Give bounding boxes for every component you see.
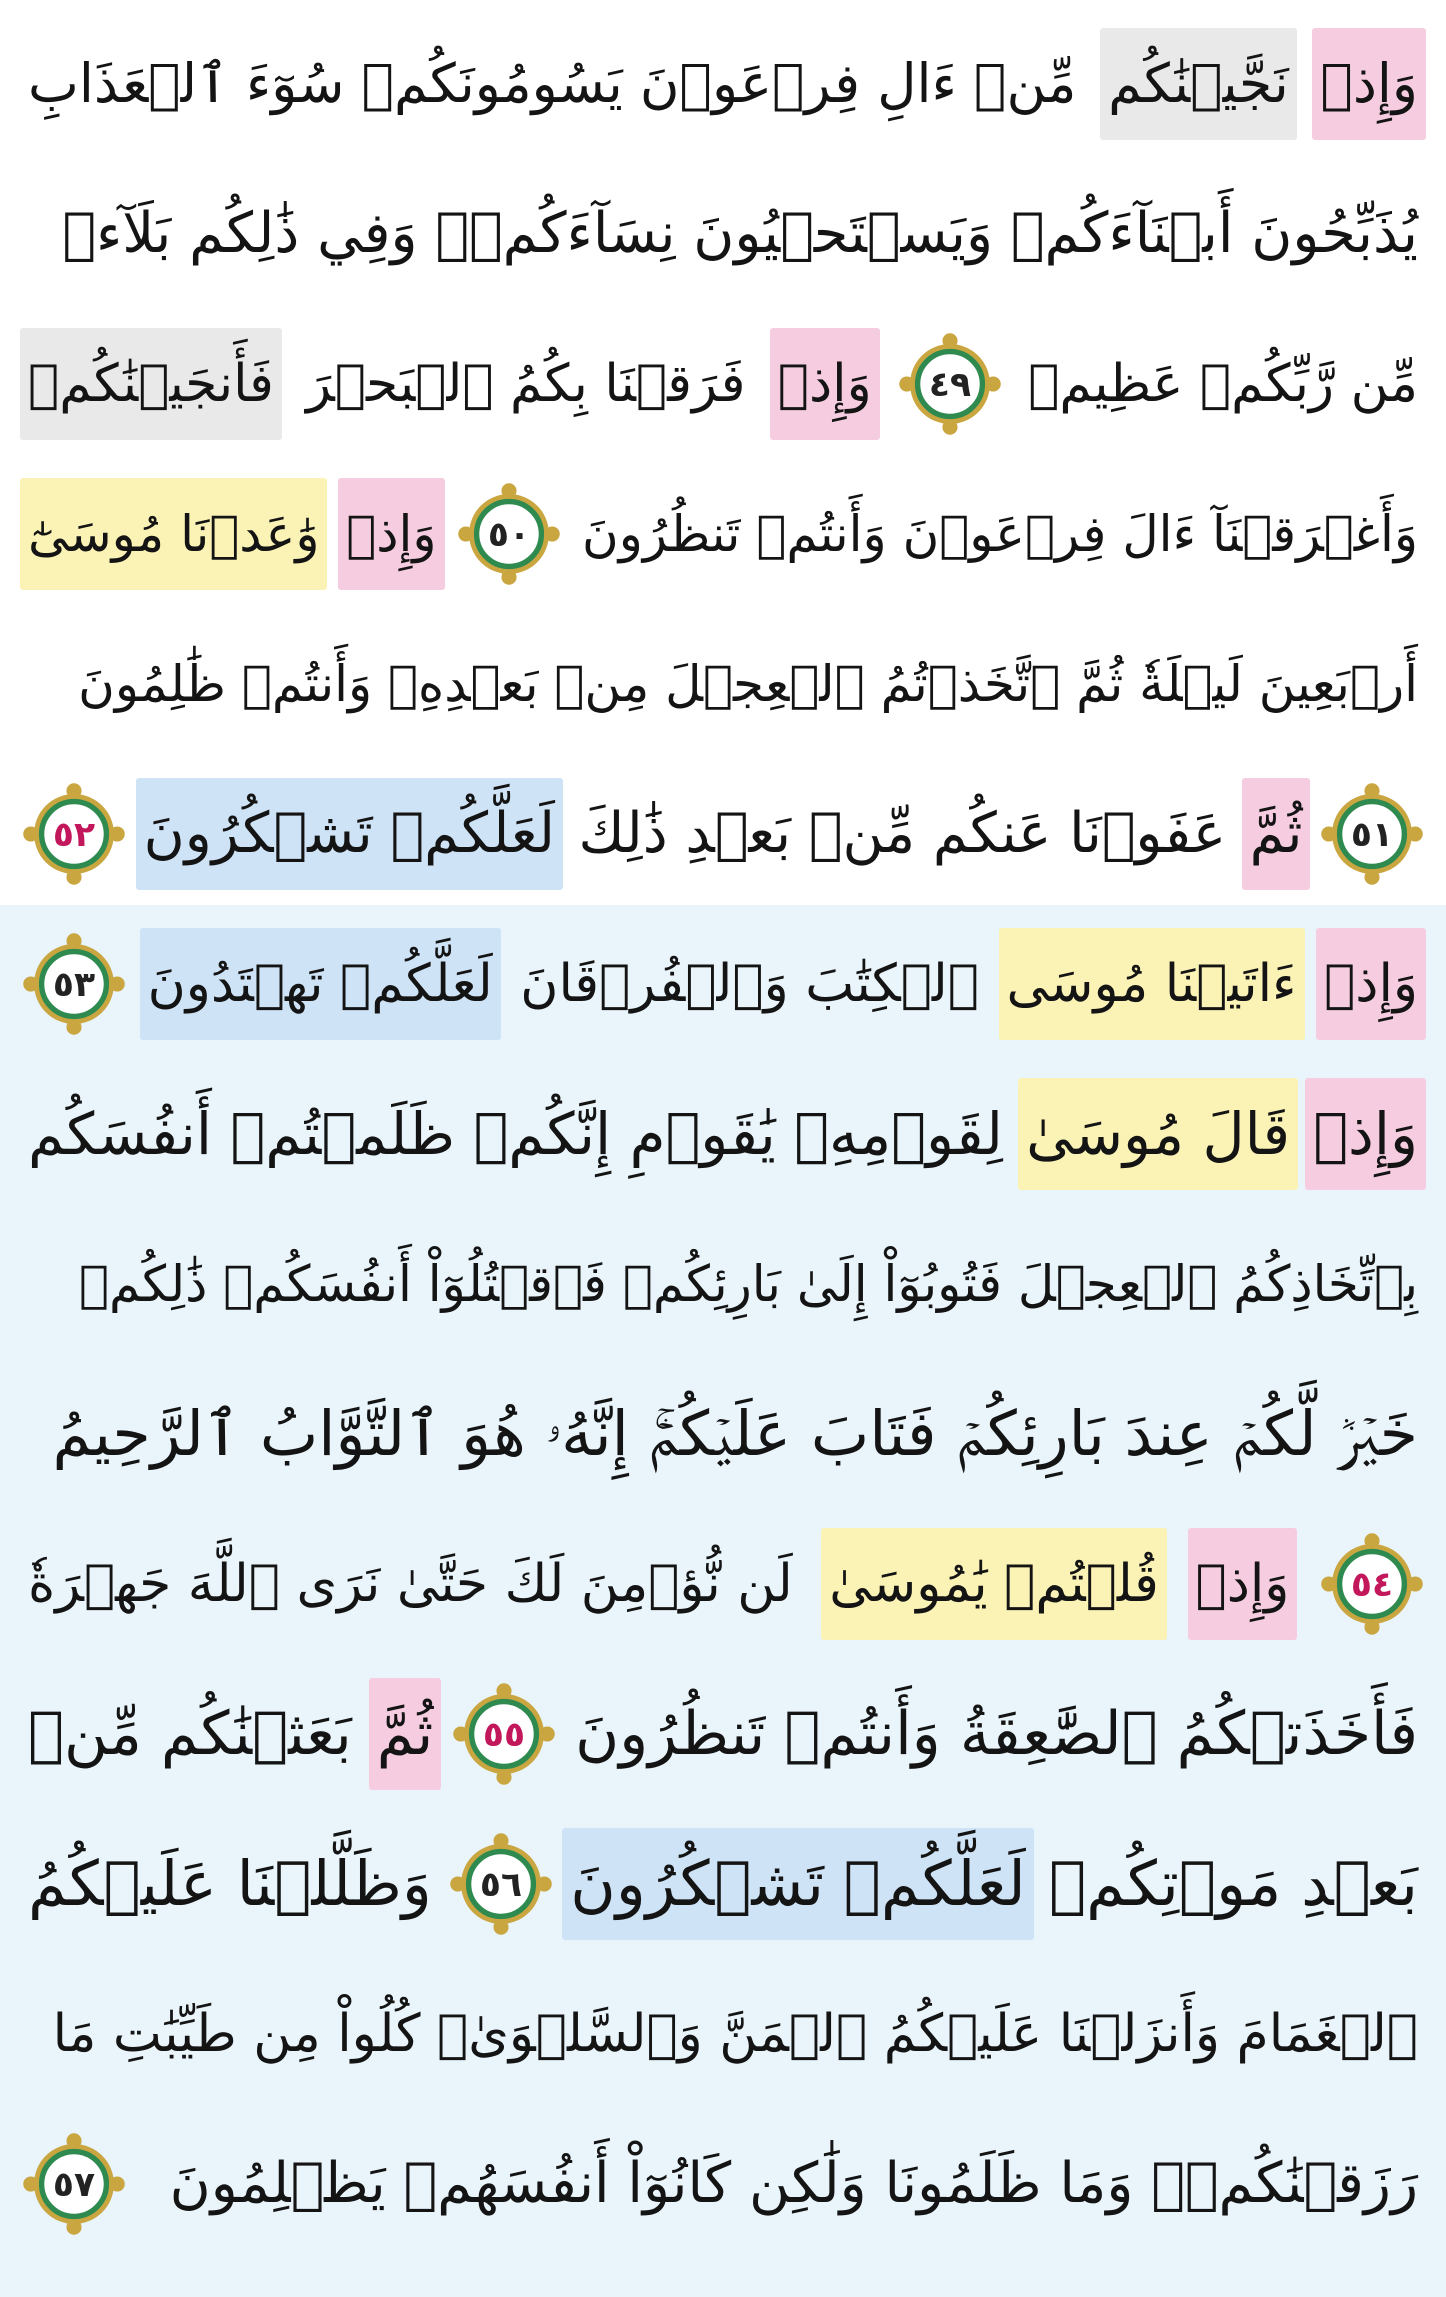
ayah-number-marker [20,2130,128,2238]
verse-text: خَيۡرٞ لَّكُمۡ عِندَ بَارِئِكُمۡ فَتَابَ عَلَيۡكُمۡۚ إِنَّهُۥ هُوَ ٱلتَّوَّابُ ٱلرَّحِيمُ [52,1397,1418,1470]
verse-text: عَفَوۡنَا عَنكُم مِّنۢ بَعۡدِ ذَٰلِكَ [578,801,1227,866]
ayah-number: ٥١ [1350,814,1394,855]
ayah-number: ٥٥ [483,1714,526,1755]
ayah-number-marker [20,780,128,888]
ayah-number: ٥٤ [1350,1564,1394,1605]
highlighted-word-group: وَإِذۡ [1316,928,1426,1040]
text-line [0,1220,1446,1348]
text-line [0,1520,1446,1648]
highlighted-word-group: قَالَ مُوسَىٰ [1018,1078,1298,1190]
text-line [0,920,1446,1048]
highlighted-word-group: قُلۡتُمۡ يَٰمُوسَىٰ [821,1528,1167,1640]
verse-text: بِٱتِّخَاذِكُمُ ٱلۡعِجۡلَ فَتُوبُوٓاْ إِلَىٰ بَارِئِكُمۡ فَٱقۡتُلُوٓاْ أَنفُسَكُمۡ ذَٰلِكُمۡ [79,1255,1418,1313]
highlighted-word-group: وَإِذۡ [770,328,880,440]
highlighted-word-group: لَعَلَّكُمۡ تَهۡتَدُونَ [140,928,501,1040]
text-line [0,1970,1446,2098]
ayah-number: ٥٣ [52,964,96,1005]
verse-text: وَأَغۡرَقۡنَآ ءَالَ فِرۡعَوۡنَ وَأَنتُمۡ تَنظُرُونَ [582,505,1418,563]
text-line [0,1370,1446,1498]
ayah-marker-ornament-icon [20,930,128,1038]
verse-text: رَزَقۡنَٰكُمۡۚ وَمَا ظَلَمُونَا وَلَٰكِن كَانُوٓاْ أَنفُسَهُمۡ يَظۡلِمُونَ [169,2151,1418,2216]
verse-text: فَرَقۡنَا بِكُمُ ٱلۡبَحۡرَ [306,354,746,414]
ayah-marker-ornament-icon [1318,780,1426,888]
text-line [0,2120,1446,2248]
ayah-marker-ornament-icon [455,480,563,588]
ayah-marker-ornament-icon [1318,1530,1426,1638]
ayah-number: ٥٦ [479,1864,523,1905]
text-line [0,320,1446,448]
ayah-number-marker [896,330,1004,438]
text-line [0,1070,1446,1198]
ayah-number: ٤٩ [928,364,972,405]
highlighted-word-group: ثُمَّ [369,1678,442,1790]
verse-text: أَرۡبَعِينَ لَيۡلَةٗ ثُمَّ ٱتَّخَذۡتُمُ ٱلۡعِجۡلَ مِنۢ بَعۡدِهِۦ وَأَنتُمۡ ظَٰلِمُونَ [78,655,1418,713]
verse-text: بَعۡدِ مَوۡتِكُمۡ [1048,1847,1418,1920]
highlighted-word-group: وَٰعَدۡنَا مُوسَىٰٓ [20,478,327,590]
ayah-marker-ornament-icon [20,2130,128,2238]
verse-text: لِقَوۡمِهِۦ يَٰقَوۡمِ إِنَّكُمۡ ظَلَمۡتُمۡ أَنفُسَكُم [28,1100,1003,1168]
highlighted-word-group: لَعَلَّكُمۡ تَشۡكُرُونَ [136,778,563,890]
ayah-number: ٥٢ [52,814,96,855]
verse-text: وَظَلَّلۡنَا عَلَيۡكُمُ [28,1847,432,1920]
text-line [0,1820,1446,1948]
highlighted-word-group: وَإِذۡ [1312,28,1426,140]
ayah-marker-ornament-icon [20,780,128,888]
highlighted-word-group: ثُمَّ [1242,778,1311,890]
ayah-number-marker [1318,1530,1426,1638]
verse-text: لَن نُّؤۡمِنَ لَكَ حَتَّىٰ نَرَى ٱللَّهَ جَهۡرَةٗ [28,1554,793,1614]
verse-text: يُذَبِّحُونَ أَبۡنَآءَكُمۡ وَيَسۡتَحۡيُونَ نِسَآءَكُمۡۚ وَفِي ذَٰلِكُم بَلَآءٞ [62,201,1418,266]
verse-text: مِّن رَّبِّكُمۡ عَظِيمٞ [1028,354,1418,414]
highlighted-word-group: وَإِذۡ [338,478,444,590]
text-line [0,170,1446,298]
verse-text: فَأَخَذَتۡكُمُ ٱلصَّٰعِقَةُ وَأَنتُمۡ تَنظُرُونَ [575,1699,1418,1769]
verse-text: ٱلۡكِتَٰبَ وَٱلۡفُرۡقَانَ [520,954,979,1014]
text-line [0,620,1446,748]
highlighted-word-group: وَإِذۡ [1188,1528,1298,1640]
ayah-number-marker [450,1680,558,1788]
ayah-marker-ornament-icon [447,1830,555,1938]
highlighted-word-group: نَجَّيۡنَٰكُم [1100,28,1297,140]
highlighted-word-group: وَإِذۡ [1305,1078,1426,1190]
ayah-number-marker [455,480,563,588]
ayah-number: ٥٠ [488,514,531,555]
text-line [0,770,1446,898]
ayah-marker-ornament-icon [896,330,1004,438]
verse-text: بَعَثۡنَٰكُم مِّنۢ [28,1699,352,1769]
highlighted-word-group: ءَاتَيۡنَا مُوسَى [999,928,1305,1040]
ayah-number-marker [20,930,128,1038]
ayah-marker-ornament-icon [450,1680,558,1788]
text-line [0,20,1446,148]
ayah-number: ٥٧ [52,2164,96,2205]
highlighted-word-group: لَعَلَّكُمۡ تَشۡكُرُونَ [562,1828,1033,1940]
verse-text: ٱلۡغَمَامَ وَأَنزَلۡنَا عَلَيۡكُمُ ٱلۡمَنَّ وَٱلسَّلۡوَىٰۖ كُلُواْ مِن طَيِّبَٰتِ مَا [52,2004,1418,2064]
text-line [0,1670,1446,1798]
text-line [0,470,1446,598]
highlighted-word-group: فَأَنجَيۡنَٰكُمۡ [20,328,282,440]
ayah-number-marker [1318,780,1426,888]
verse-text: مِّنۡ ءَالِ فِرۡعَوۡنَ يَسُومُونَكُمۡ سُوٓءَ ٱلۡعَذَابِ [28,52,1077,115]
ayah-number-marker [447,1830,555,1938]
